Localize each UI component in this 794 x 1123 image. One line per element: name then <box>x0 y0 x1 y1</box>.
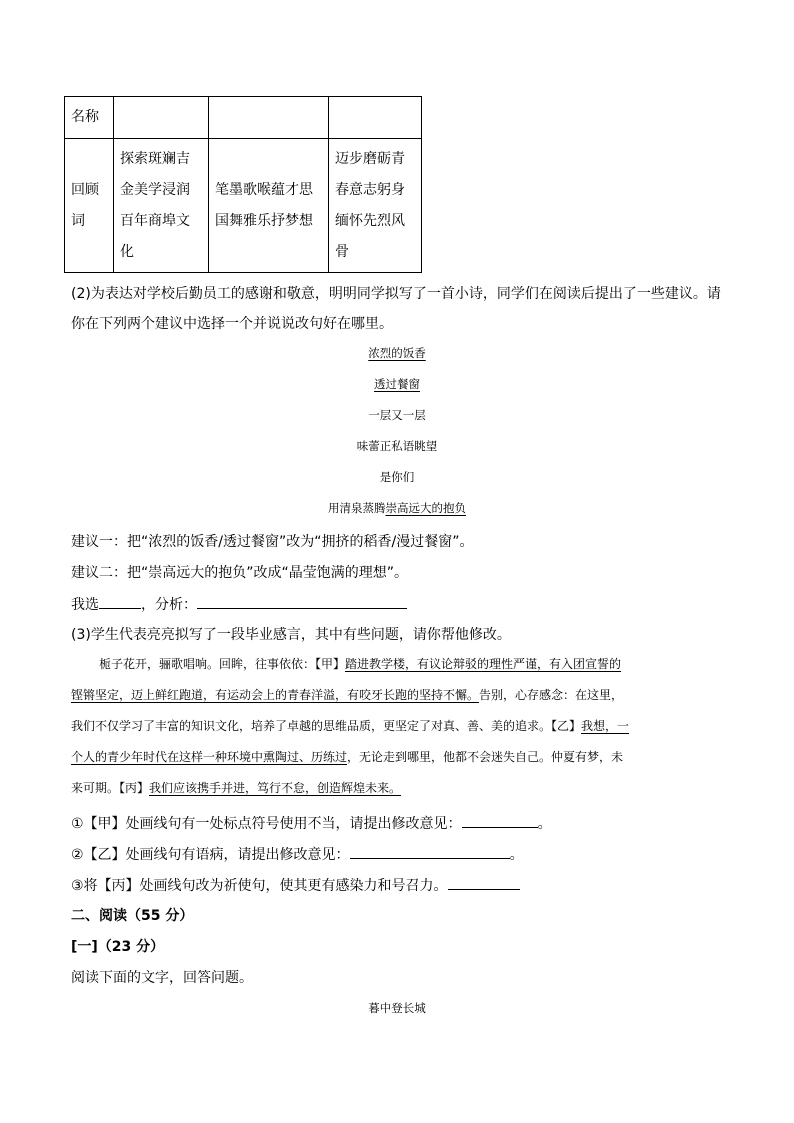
q2-line1: (2)为表达对学校后勤员工的感谢和敬意，明明同学拟写了一首小诗，同学们在阅读后提出了一些建议。请 <box>71 286 721 302</box>
reading-instruction: 阅读下面的文字，回答问题。 <box>71 970 253 986</box>
analysis-blank[interactable] <box>197 594 407 609</box>
table-cell-2: 笔墨歌喉蕴才思 国舞雅乐抒梦想 <box>209 139 329 273</box>
item3-blank[interactable] <box>448 875 520 890</box>
choice-line: 我选 ，分析： <box>71 594 407 615</box>
item2-blank[interactable] <box>350 844 510 859</box>
poem-line-1: 浓烈的饭香 <box>368 346 426 360</box>
item1-blank[interactable] <box>462 813 538 828</box>
review-table <box>64 96 422 273</box>
poem-line-3: 一层又一层 <box>368 408 426 422</box>
section-2-title: 二、阅读（55 分） <box>71 908 194 924</box>
q3-item-2: ②【乙】处画线句有语病，请提出修改意见： 。 <box>71 844 524 865</box>
table-cell-3: 迈步磨砺青 春意志躬身 缅怀先烈风 骨 <box>329 139 422 273</box>
table-header-name: 名称 <box>65 97 114 139</box>
table-header-col2 <box>209 97 329 139</box>
poem-line-6: 用清泉蒸腾崇高远大的抱负 <box>328 501 466 515</box>
q3-item-1: ①【甲】处画线句有一处标点符号使用不当，请提出修改意见： 。 <box>71 813 552 834</box>
table-header-col1 <box>114 97 209 139</box>
q3-intro: (3)学生代表亮亮拟写了一段毕业感言，其中有些问题，请你帮他修改。 <box>71 627 511 643</box>
q3-passage: 栀子花开，骊歌唱响。回眸，往事依依：【甲】踏进教学楼，有议论辩驳的理性严谨，有入团宣誓的 铿锵坚定，迈上鲜红跑道，有运动会上的青春洋溢，有咬牙长跑的坚持不懈。告别，心存感念：在这里， 我们不仅学习了丰富的知识文化，培养了卓越的思维品质，更坚定了对真、善、美的追求。【乙】我想，一 个人的青少年时代在这样一种环境中熏陶过、历练过，无论走到哪里，他都不会迷失自己。仲夏有梦，未 来可期。【丙】我们应该携手并进，笃行不怠，创造辉煌未来。 <box>71 657 630 795</box>
suggestion-1: 建议一：把“浓烈的饭香/透过餐窗”改为“拥挤的稻香/漫过餐窗”。 <box>71 534 474 550</box>
poem-line-4: 味蕾正私语眺望 <box>356 439 438 453</box>
choice-blank[interactable] <box>99 594 141 609</box>
q2-line2: 你在下列两个建议中选择一个并说说改句好在哪里。 <box>71 316 393 332</box>
poem-line-5: 是你们 <box>379 470 415 484</box>
q3-item-3: ③将【丙】处画线句改为祈使句，使其更有感染力和号召力。 <box>71 875 520 896</box>
poem-line-2: 透过餐窗 <box>374 377 420 391</box>
article-title: 暮中登长城 <box>368 1001 426 1015</box>
suggestion-2: 建议二：把“崇高远大的抱负”改成“晶莹饱满的理想”。 <box>71 565 409 581</box>
table-header-col3 <box>329 97 422 139</box>
table-row-label: 回顾 词 <box>65 139 114 273</box>
table-cell-1: 探索斑斓吉 金美学浸润 百年商埠文 化 <box>114 139 209 273</box>
section-2-subtitle: [一]（23 分） <box>71 939 165 955</box>
